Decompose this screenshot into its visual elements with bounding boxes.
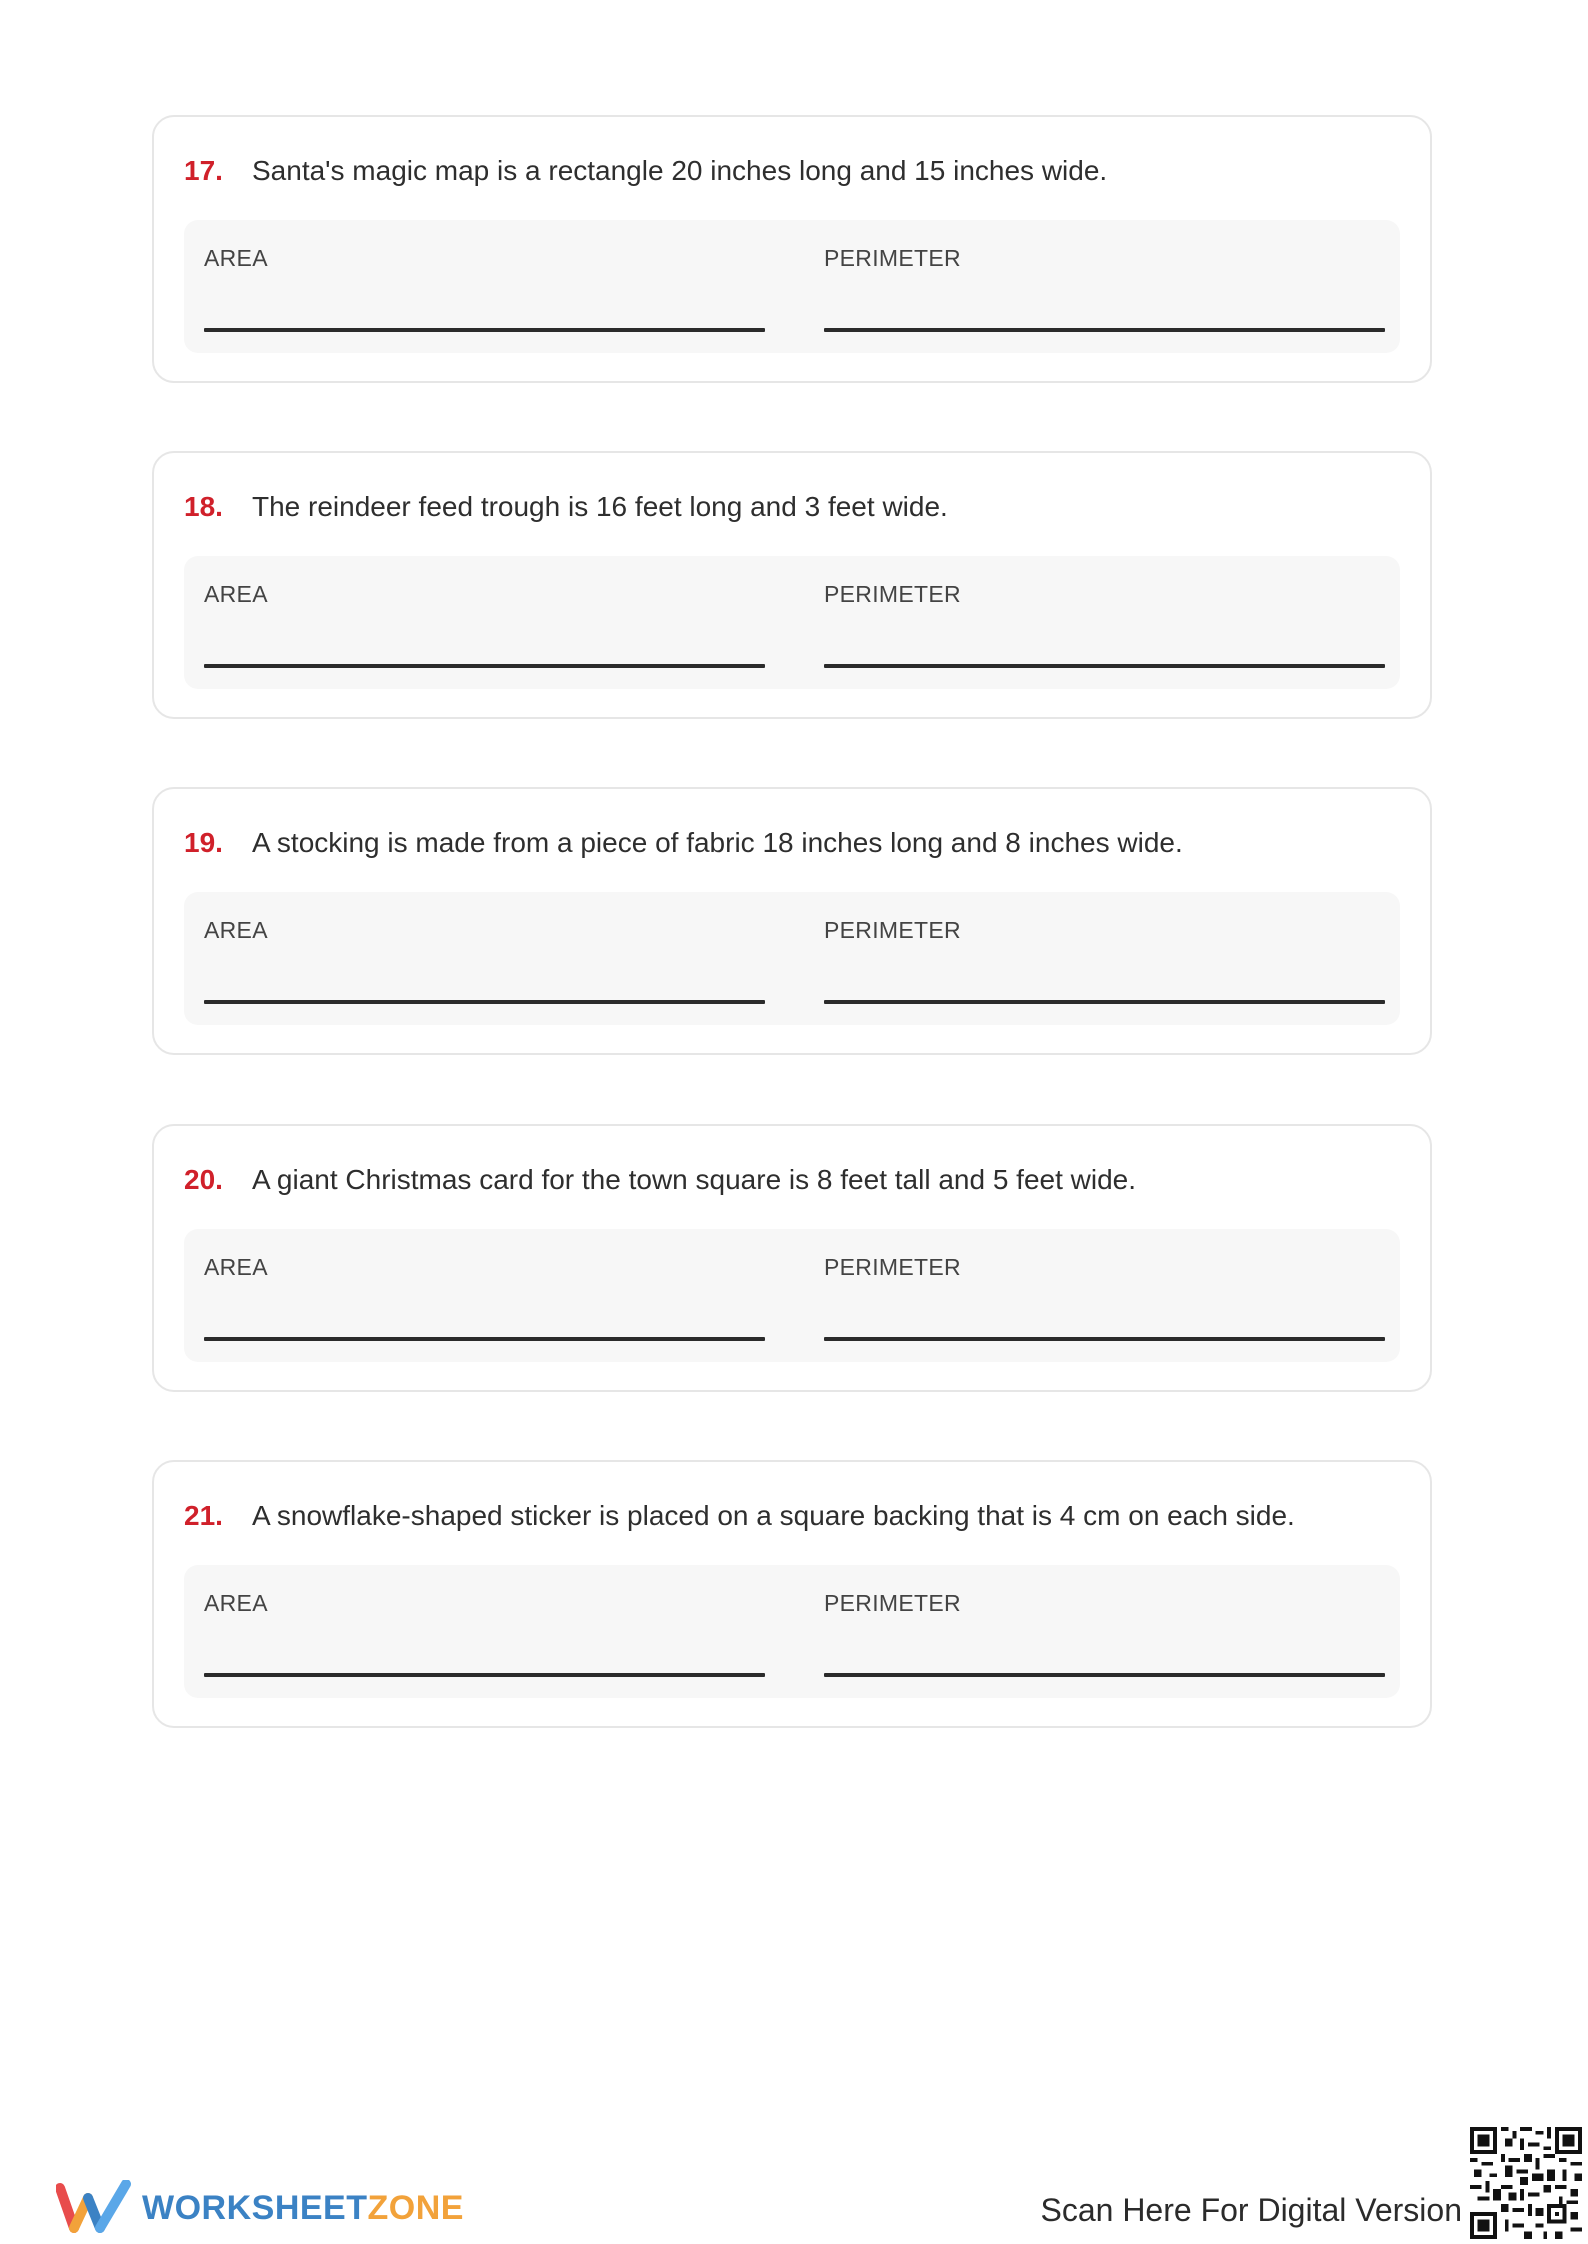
perimeter-label: PERIMETER bbox=[824, 245, 961, 271]
area-answer-line[interactable] bbox=[204, 1673, 765, 1677]
question-text: A snowflake-shaped sticker is placed on a square backing that is 4 cm on each side. bbox=[252, 1500, 1295, 1531]
question-number: 20. bbox=[184, 1164, 223, 1195]
question-number: 17. bbox=[184, 155, 223, 186]
question-number: 21. bbox=[184, 1500, 223, 1531]
area-answer-field[interactable] bbox=[204, 892, 765, 1025]
worksheetzone-logo[interactable] bbox=[56, 2180, 464, 2236]
perimeter-label: PERIMETER bbox=[824, 917, 961, 943]
area-answer-line[interactable] bbox=[204, 1337, 765, 1341]
question-text: The reindeer feed trough is 16 feet long and 3 feet wide. bbox=[252, 491, 948, 522]
perimeter-answer-field[interactable] bbox=[824, 892, 1385, 1025]
question-number: 19. bbox=[184, 827, 223, 858]
perimeter-answer-line[interactable] bbox=[824, 1673, 1385, 1677]
logo-text-zone: ZONE bbox=[367, 2189, 464, 2227]
question-card-20 bbox=[152, 1124, 1432, 1392]
perimeter-answer-line[interactable] bbox=[824, 328, 1385, 332]
area-answer-field[interactable] bbox=[204, 220, 765, 353]
answer-box bbox=[184, 220, 1400, 353]
question-number: 18. bbox=[184, 491, 223, 522]
question-line bbox=[184, 489, 1400, 525]
area-label: AREA bbox=[204, 1254, 268, 1280]
perimeter-answer-field[interactable] bbox=[824, 1565, 1385, 1698]
perimeter-answer-line[interactable] bbox=[824, 664, 1385, 668]
area-label: AREA bbox=[204, 581, 268, 607]
perimeter-label: PERIMETER bbox=[824, 1254, 961, 1280]
area-label: AREA bbox=[204, 1590, 268, 1616]
question-line bbox=[184, 1162, 1400, 1198]
perimeter-answer-field[interactable] bbox=[824, 220, 1385, 353]
question-card-17 bbox=[152, 115, 1432, 383]
answer-box bbox=[184, 556, 1400, 689]
logo-w-icon bbox=[56, 2180, 132, 2236]
area-label: AREA bbox=[204, 917, 268, 943]
answer-box bbox=[184, 1565, 1400, 1698]
answer-box bbox=[184, 1229, 1400, 1362]
logo-text bbox=[142, 2180, 464, 2236]
area-answer-line[interactable] bbox=[204, 328, 765, 332]
perimeter-answer-line[interactable] bbox=[824, 1000, 1385, 1004]
qr-code-icon[interactable] bbox=[1470, 2127, 1582, 2239]
area-label: AREA bbox=[204, 245, 268, 271]
area-answer-line[interactable] bbox=[204, 664, 765, 668]
perimeter-answer-line[interactable] bbox=[824, 1337, 1385, 1341]
perimeter-answer-field[interactable] bbox=[824, 1229, 1385, 1362]
logo-text-worksheet: WORKSHEET bbox=[142, 2189, 368, 2227]
question-card-21 bbox=[152, 1460, 1432, 1728]
question-text: A giant Christmas card for the town square is 8 feet tall and 5 feet wide. bbox=[252, 1164, 1137, 1195]
question-card-18 bbox=[152, 451, 1432, 719]
area-answer-field[interactable] bbox=[204, 1565, 765, 1698]
perimeter-answer-field[interactable] bbox=[824, 556, 1385, 689]
question-text: Santa's magic map is a rectangle 20 inches long and 15 inches wide. bbox=[252, 155, 1108, 186]
area-answer-field[interactable] bbox=[204, 1229, 765, 1362]
perimeter-label: PERIMETER bbox=[824, 581, 961, 607]
question-text: A stocking is made from a piece of fabric 18 inches long and 8 inches wide. bbox=[252, 827, 1183, 858]
scan-instruction: Scan Here For Digital Version bbox=[1040, 2192, 1462, 2228]
question-line bbox=[184, 153, 1400, 189]
question-line bbox=[184, 1498, 1400, 1534]
perimeter-label: PERIMETER bbox=[824, 1590, 961, 1616]
area-answer-line[interactable] bbox=[204, 1000, 765, 1004]
question-card-19 bbox=[152, 787, 1432, 1055]
area-answer-field[interactable] bbox=[204, 556, 765, 689]
answer-box bbox=[184, 892, 1400, 1025]
question-line bbox=[184, 825, 1400, 861]
